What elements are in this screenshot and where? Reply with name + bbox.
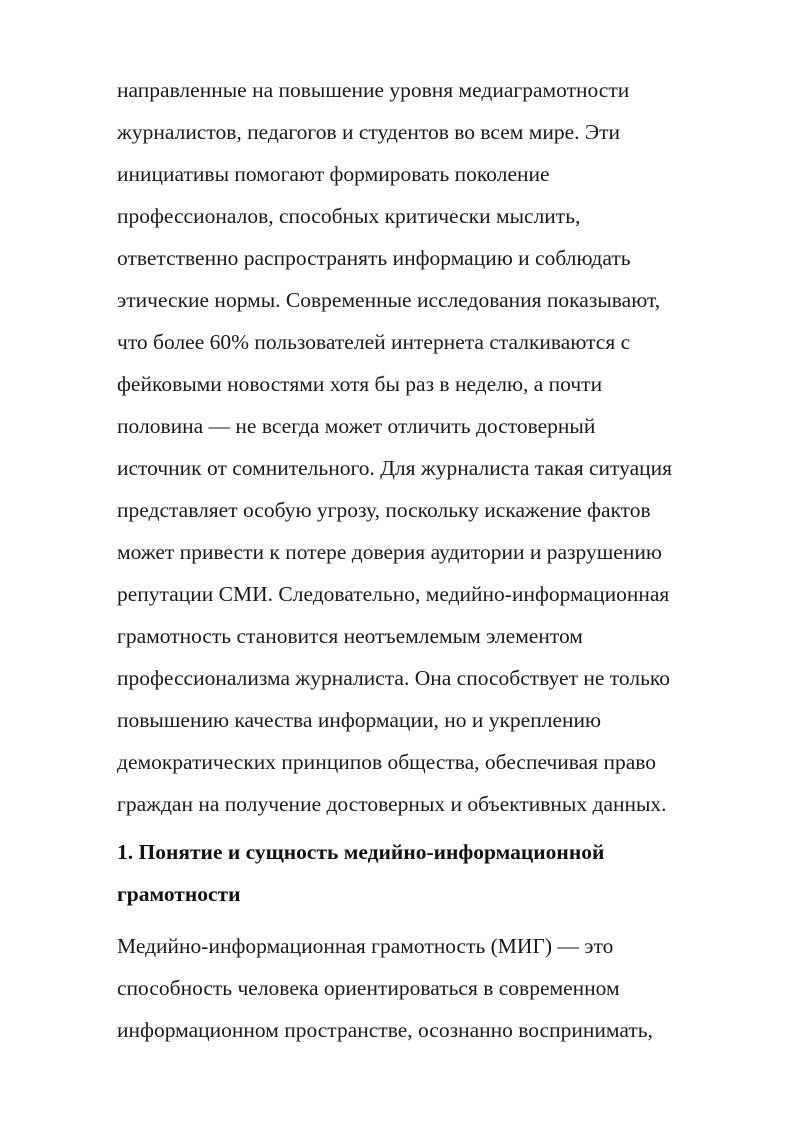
text-line: этические нормы. Современные исследования показывают, xyxy=(117,288,661,312)
text-line: может привести к потере доверия аудитории и разрушению xyxy=(117,540,662,564)
text-line: демократических принципов общества, обеспечивая право xyxy=(117,750,657,774)
text-line: журналистов, педагогов и студентов во всем мире. Эти xyxy=(117,120,621,144)
body-paragraph xyxy=(117,925,757,1051)
text-line: направленные на повышение уровня медиаграмотности xyxy=(117,78,630,102)
text-line: Медийно-информационная грамотность (МИГ) — это xyxy=(117,934,614,958)
text-line: половина — не всегда может отличить достоверный xyxy=(117,414,596,438)
text-line: инициативы помогают формировать поколение xyxy=(117,162,550,186)
text-line: представляет особую угрозу, поскольку искажение фактов xyxy=(117,498,651,522)
text-line: способность человека ориентироваться в современном xyxy=(117,976,620,1000)
section-heading xyxy=(117,831,757,915)
text-line: репутации СМИ. Следовательно, медийно-информационная xyxy=(117,582,670,606)
text-line: информационном пространстве, осознанно воспринимать, xyxy=(117,1018,653,1042)
text-line: граждан на получение достоверных и объективных данных. xyxy=(117,792,667,816)
heading-line: грамотности xyxy=(117,882,241,906)
text-line: профессионализма журналиста. Она способствует не только xyxy=(117,666,671,690)
text-line: источник от сомнительного. Для журналиста такая ситуация xyxy=(117,456,673,480)
body-paragraph xyxy=(117,69,757,825)
text-line: что более 60% пользователей интернета сталкиваются с xyxy=(117,330,631,354)
text-line: грамотность становится неотъемлемым элементом xyxy=(117,624,583,648)
text-line: ответственно распространять информацию и соблюдать xyxy=(117,246,631,270)
text-line: фейковыми новостями хотя бы раз в неделю, а почти xyxy=(117,372,603,396)
text-line: профессионалов, способных критически мыслить, xyxy=(117,204,581,228)
heading-line: 1. Понятие и сущность медийно-информационной xyxy=(117,840,605,864)
text-line: повышению качества информации, но и укреплению xyxy=(117,708,602,732)
